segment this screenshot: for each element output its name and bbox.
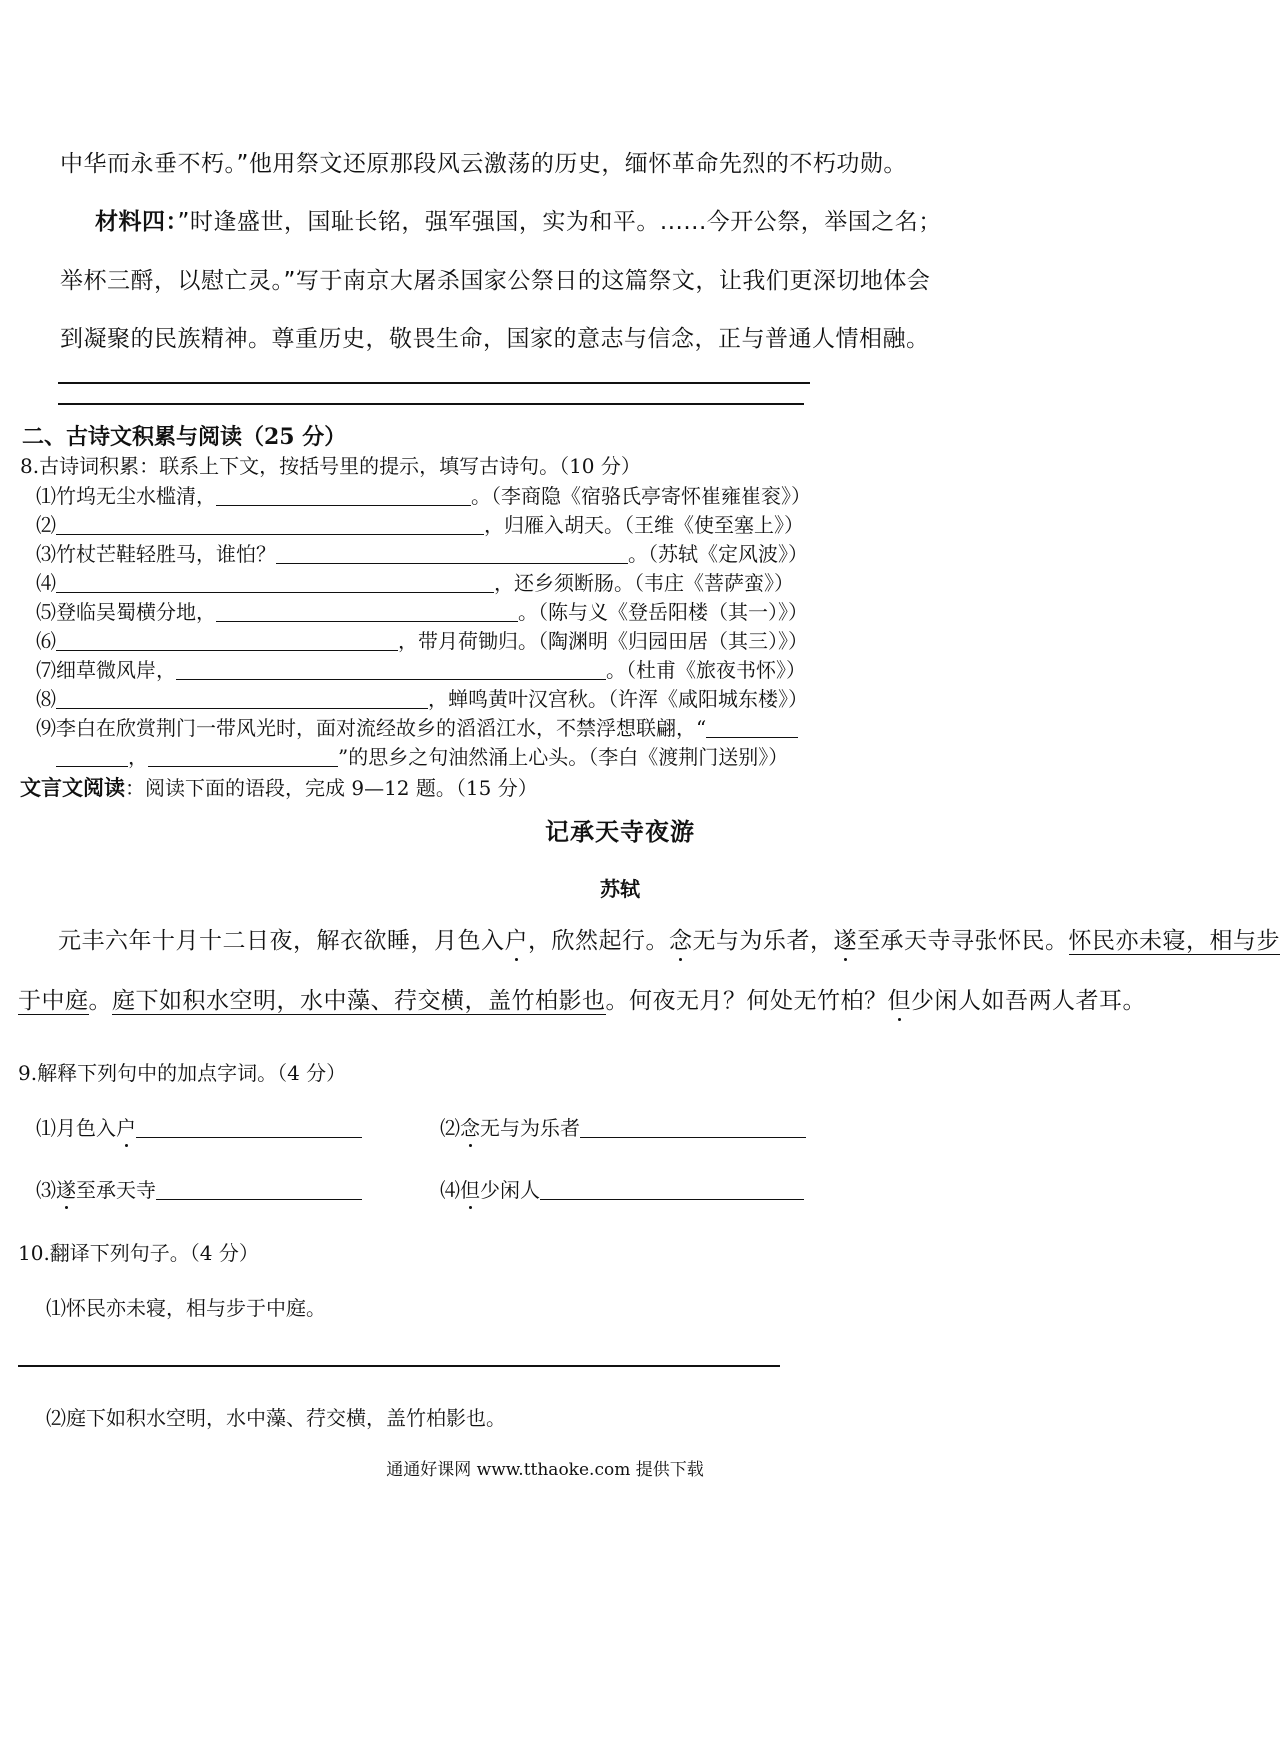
- classical-reading-label: 文言文阅读: [20, 776, 125, 800]
- fill-blank-8[interactable]: [56, 687, 428, 709]
- q9-blank-1[interactable]: [136, 1116, 362, 1138]
- material4-line3: 到凝聚的民族精神。尊重历史，敬畏生命，国家的意志与信念，正与普通人情相融。: [60, 326, 930, 352]
- fill-blank-1[interactable]: [216, 484, 471, 506]
- poem-item-2: ⑵ ，归雁入胡天。（王维《使至塞上》）: [36, 513, 804, 537]
- material4-line1: [95, 203, 942, 236]
- dotted-char-sui: 遂: [833, 928, 857, 954]
- q9-item-2: ⑵念无与为乐者: [440, 1112, 806, 1141]
- dotted-char-dan: 但: [887, 988, 911, 1014]
- q10-answer-line-1[interactable]: [18, 1365, 780, 1367]
- underlined-sentence-1b: 于中庭: [18, 988, 89, 1014]
- poem-item-4: ⑷ ，还乡须断肠。（韦庄《菩萨蛮》）: [36, 571, 794, 595]
- section2-heading: 二、古诗文积累与阅读（25 分）: [22, 424, 347, 450]
- answer-line-2[interactable]: [58, 403, 804, 405]
- fill-blank-9a-cont[interactable]: [56, 745, 128, 767]
- fill-blank-6[interactable]: [56, 629, 398, 651]
- poem-item-7: ⑺细草微风岸， 。（杜甫《旅夜书怀》）: [36, 658, 806, 682]
- fill-blank-3[interactable]: [276, 542, 628, 564]
- poem-item-1: ⑴竹坞无尘水槛清， 。（李商隐《宿骆氏亭寄怀崔雍崔衮》）: [36, 484, 811, 508]
- fill-blank-7[interactable]: [176, 658, 606, 680]
- fill-blank-9a[interactable]: [706, 716, 798, 738]
- poem-item-3: ⑶竹杖芒鞋轻胜马，谁怕？ 。（苏轼《定风波》）: [36, 542, 808, 566]
- poem-item-9-line2: ， ”的思乡之句油然涌上心头。（李白《渡荆门送别》）: [56, 741, 788, 770]
- underlined-sentence-2: 庭下如积水空明，水中藻、荇交横，盖竹柏影也: [112, 988, 606, 1014]
- material4-line2: 举杯三酹，以慰亡灵。”写于南京大屠杀国家公祭日的这篇祭文，让我们更深切地体会: [60, 268, 931, 294]
- q10-sentence-2: ⑵庭下如积水空明，水中藻、荇交横，盖竹柏影也。: [46, 1406, 506, 1430]
- material4-label: 材料四：: [95, 209, 178, 235]
- q9-item-3: ⑶遂至承天寺: [36, 1174, 362, 1203]
- poem-item-6: ⑹ ，带月荷锄归。（陶渊明《归园田居（其三）》）: [36, 629, 808, 653]
- classical-reading-intro: 文言文阅读：阅读下面的语段，完成 9—12 题。（15 分）: [20, 776, 538, 800]
- q9-blank-2[interactable]: [580, 1116, 806, 1138]
- q9-item-4: ⑷但少闲人: [440, 1174, 804, 1203]
- passage-line-1: 元丰六年十月十二日夜，解衣欲睡，月色入户，欣然起行。念无与为乐者，遂至承天寺寻张怀民。怀民亦未寝，相与步: [58, 928, 1280, 954]
- q9-dotted-nian: 念: [460, 1116, 480, 1140]
- poem-item-9-line1: ⑼李白在欣赏荆门一带风光时，面对流经故乡的滔滔江水，不禁浮想联翩，“: [36, 712, 798, 741]
- poem-item-8: ⑻ ，蝉鸣黄叶汉宫秋。（许浑《咸阳城东楼》）: [36, 687, 808, 711]
- q9-dotted-sui: 遂: [56, 1178, 76, 1202]
- passage-title: 记承天寺夜游: [545, 818, 695, 846]
- dotted-char-nian: 念: [669, 928, 693, 954]
- q9-dotted-hu: 户: [116, 1116, 136, 1140]
- q9-item-1: ⑴月色入户: [36, 1112, 362, 1141]
- fill-blank-9b[interactable]: [148, 745, 338, 767]
- poem-item-5: ⑸登临吴蜀横分地， 。（陈与义《登岳阳楼（其一）》）: [36, 600, 808, 624]
- question-10-title: 10.翻译下列句子。（4 分）: [18, 1241, 259, 1265]
- question-8-title: 8.古诗词积累：联系上下文，按括号里的提示，填写古诗句。（10 分）: [20, 454, 641, 478]
- fill-blank-2[interactable]: [56, 513, 484, 535]
- passage-author: 苏轼: [600, 877, 640, 901]
- passage-line-2: 于中庭。庭下如积水空明，水中藻、荇交横，盖竹柏影也。何夜无月？何处无竹柏？但少闲人如吾两人者耳。: [18, 988, 1146, 1014]
- underlined-sentence-1a: 怀民亦未寝，相与步: [1068, 928, 1280, 954]
- question-9-title: 9.解释下列句中的加点字词。（4 分）: [18, 1061, 347, 1085]
- material3-ending-line: 中华而永垂不朽。”他用祭文还原那段风云激荡的历史，缅怀革命先烈的不朽功勋。: [60, 151, 907, 177]
- fill-blank-5[interactable]: [216, 600, 518, 622]
- material4-text1: ”时逢盛世，国耻长铭，强军强国，实为和平。......今开公祭，举国之名；: [177, 209, 942, 235]
- answer-line-1[interactable]: [58, 382, 810, 384]
- q9-blank-3[interactable]: [156, 1178, 362, 1200]
- fill-blank-4[interactable]: [56, 571, 494, 593]
- dotted-char-hu: 户: [504, 928, 528, 954]
- page-footer: 通通好课网 www.tthaoke.com 提供下载: [386, 1460, 704, 1480]
- q9-dotted-dan: 但: [460, 1178, 480, 1202]
- q9-blank-4[interactable]: [540, 1178, 804, 1200]
- q10-sentence-1: ⑴怀民亦未寝，相与步于中庭。: [46, 1296, 326, 1320]
